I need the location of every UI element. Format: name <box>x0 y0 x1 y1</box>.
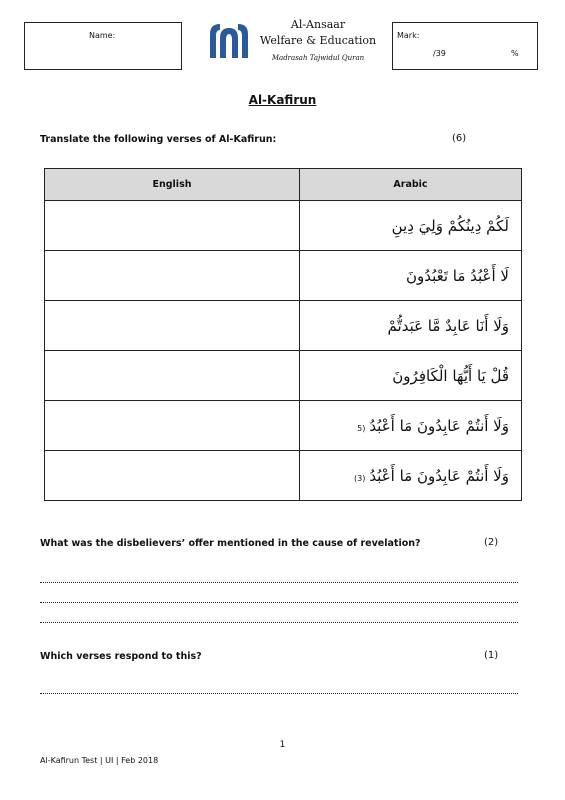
arabic-verse-cell <box>300 451 522 501</box>
arabic-verse: وَلَا أَنتُمْ عَابِدُونَ مَا أَعْبُدُ <box>369 466 509 485</box>
translation-table <box>44 168 522 501</box>
arabic-verse: وَلَا أَنَا عَابِدٌ مَّا عَبَدتُّمْ <box>387 316 509 335</box>
question-3: Which verses respond to this? <box>40 651 202 662</box>
answer-line[interactable] <box>40 582 518 583</box>
english-answer-cell[interactable] <box>45 201 300 251</box>
verse-number: (3) <box>353 473 366 483</box>
arabic-verse: لَا أَعْبُدُ مَا تَعْبُدُونَ <box>405 266 509 285</box>
question-2-marks: (2) <box>484 537 499 548</box>
table-row <box>45 451 522 501</box>
mark-percent: % <box>511 49 519 58</box>
table-row <box>45 251 522 301</box>
organization-name-line1: Al-Ansaar <box>290 18 346 31</box>
organization-tagline: Madrasah Tajwidul Quran <box>271 54 365 62</box>
verse-number: (5 <box>357 423 366 433</box>
question-1: Translate the following verses of Al-Kafirun: <box>40 134 277 145</box>
arabic-verse-cell <box>300 401 522 451</box>
question-1-marks: (6) <box>452 133 467 144</box>
table-row <box>45 401 522 451</box>
organization-logo <box>206 20 252 60</box>
arabic-verse-cell <box>300 201 522 251</box>
arabic-verse: لَكُمْ دِينُكُمْ وَلِيَ دِينِ <box>391 216 509 235</box>
mark-total: /39 <box>433 49 446 58</box>
column-header-arabic: Arabic <box>300 169 522 201</box>
question-2: What was the disbelievers’ offer mentioned in the cause of revelation? <box>40 538 421 549</box>
name-label: Name: <box>89 31 116 40</box>
arabic-verse: قُلْ يَا أَيُّهَا الْكَافِرُونَ <box>392 366 509 385</box>
table-row <box>45 351 522 401</box>
organization-name-line2: Welfare & Education <box>259 34 377 47</box>
english-answer-cell[interactable] <box>45 401 300 451</box>
answer-line[interactable] <box>40 693 518 694</box>
arabic-verse-cell <box>300 301 522 351</box>
table-row <box>45 301 522 351</box>
mark-box[interactable] <box>392 22 538 70</box>
english-answer-cell[interactable] <box>45 351 300 401</box>
english-answer-cell[interactable] <box>45 251 300 301</box>
english-answer-cell[interactable] <box>45 301 300 351</box>
page-title: Al-Kafirun <box>248 93 317 107</box>
answer-line[interactable] <box>40 602 518 603</box>
footer-text: Al-Kafirun Test | UI | Feb 2018 <box>40 756 159 765</box>
name-box[interactable] <box>24 22 182 70</box>
question-3-marks: (1) <box>484 650 499 661</box>
mark-label: Mark: <box>397 31 420 40</box>
arabic-verse-cell <box>300 351 522 401</box>
table-row <box>45 201 522 251</box>
page-number: 1 <box>279 740 286 750</box>
arabic-verse-cell <box>300 251 522 301</box>
arabic-verse: وَلَا أَنتُمْ عَابِدُونَ مَا أَعْبُدُ <box>369 416 509 435</box>
answer-line[interactable] <box>40 622 518 623</box>
english-answer-cell[interactable] <box>45 451 300 501</box>
column-header-english: English <box>45 169 300 201</box>
